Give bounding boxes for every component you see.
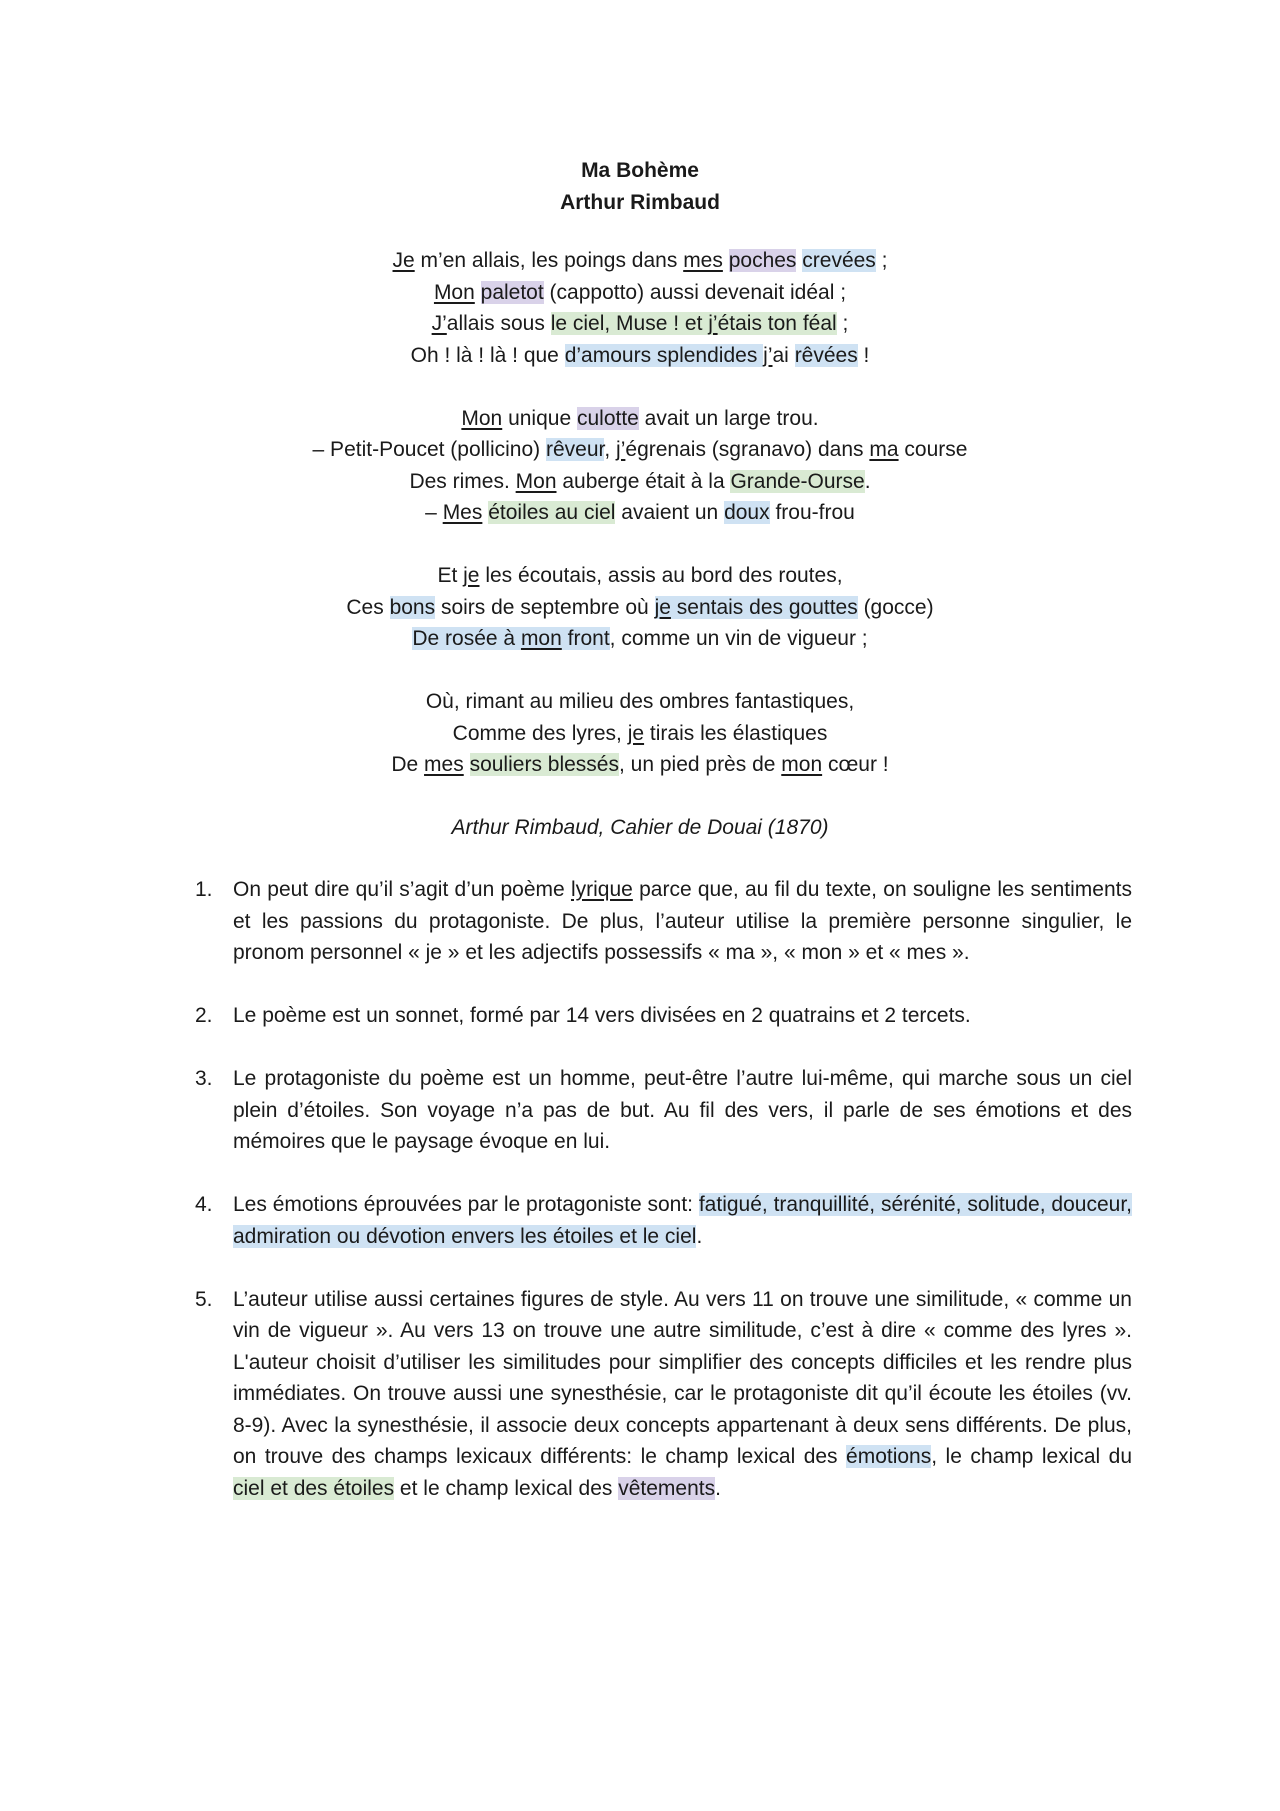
verse [0, 340, 1280, 372]
underlined-word: j’ [708, 312, 718, 335]
verse-text: (cappotto) aussi devenait idéal ; [543, 280, 847, 304]
answer-text: Les émotions éprouvées par le protagoniste sont: [233, 1193, 699, 1216]
highlight-emotion: d’amours splendides [564, 343, 764, 367]
highlight-emotion: rêveur [546, 438, 605, 461]
answer-text: , le champ lexical du [931, 1445, 1133, 1468]
verse-text: Où, rimant au milieu des ombres fantastiques, [425, 690, 855, 713]
underlined-word: je [463, 564, 480, 587]
verse-text: ! [857, 343, 870, 367]
verse-text: unique [502, 406, 577, 430]
verse-text: ai [772, 343, 795, 367]
stanza-4 [0, 686, 1280, 781]
highlight-emotion: doux [724, 501, 770, 524]
question-number: 3. [195, 1067, 213, 1090]
verse-text: front [561, 627, 610, 650]
verse-text: – Petit-Poucet (pollicino) [312, 438, 546, 461]
underlined-word: mon [520, 627, 562, 650]
verse-text: , comme un vin de vigueur ; [609, 627, 868, 650]
underlined-word: Mon [433, 280, 475, 304]
verse-text: Oh ! là ! là ! que [410, 343, 565, 367]
question-number: 5. [195, 1287, 213, 1311]
answer-text: . [715, 1476, 721, 1500]
verse-text: soirs de septembre où [435, 595, 655, 619]
verse-text: allais sous [446, 312, 551, 335]
verse [0, 466, 1280, 498]
poem-title: Ma Bohème [581, 159, 699, 182]
underlined-word: Mon [515, 469, 557, 493]
verse-text: De rosée à [412, 627, 521, 650]
poem [0, 245, 1280, 844]
verse-text [475, 281, 481, 304]
question-number: 2. [195, 1004, 213, 1027]
answer-text: On peut dire qu’il s’agit d’un poème [233, 878, 571, 901]
verse-text: , [604, 438, 617, 461]
verse-text [723, 249, 729, 272]
underlined-word: J’ [431, 312, 447, 335]
question-item [195, 1063, 1132, 1158]
verse [0, 623, 1280, 655]
highlight-sky: ciel et des étoiles [233, 1476, 395, 1500]
highlight-emotion [655, 596, 858, 619]
poem-author: Arthur Rimbaud [560, 191, 720, 214]
answer-text: . [696, 1224, 703, 1248]
verse-text: ; [836, 312, 849, 335]
verse [0, 277, 1280, 309]
verse [0, 560, 1280, 592]
question-number: 4. [195, 1193, 213, 1216]
verse-text: ; [875, 249, 888, 272]
underlined-word: Mon [461, 406, 503, 430]
verse [0, 718, 1280, 750]
verse [0, 245, 1280, 277]
verse-text [464, 753, 470, 776]
verse-text: De [391, 753, 425, 776]
highlight-emotion: émotions [846, 1445, 932, 1468]
questions-list [195, 874, 1132, 1536]
verse-text: course [898, 438, 968, 461]
answer-text: Le poème est un sonnet, formé par 14 vers divisées en 2 quatrains et 2 tercets. [233, 1004, 971, 1027]
verse [0, 592, 1280, 624]
question-item [195, 1000, 1132, 1032]
highlight-emotion: fatigué, tranquillité, sérénité, solitude, douceur, admiration ou dévotion envers les étoiles et le ciel [233, 1193, 1132, 1248]
highlight-sky [551, 312, 837, 335]
question-number: 1. [195, 878, 213, 901]
verse-text: les écoutais, assis au bord des routes, [479, 564, 843, 587]
verse-text: Et [437, 564, 464, 587]
answer-text: parce que, au fil du texte, on souligne les sentiments et les passions du protagoniste. De plus, l’auteur utilise la première personne singulier, le pronom personnel « je » et les adjectifs possessifs « ma », « mon » et « mes ». [233, 878, 1132, 964]
underlined-word: j’ [616, 438, 626, 461]
stanza-2 [0, 403, 1280, 529]
verse [0, 686, 1280, 718]
verse-text: m’en allais, les poings dans [414, 249, 684, 272]
verse [0, 403, 1280, 435]
underlined-word: mon [781, 753, 823, 776]
verse-text: étais ton féal [717, 312, 837, 335]
title-block [0, 155, 1280, 219]
underlined-word: Je [392, 249, 415, 272]
underlined-word: Mes [442, 501, 483, 524]
highlight-sky: étoiles au ciel [488, 501, 616, 524]
stanza-1 [0, 245, 1280, 371]
answer-text: et le champ lexical des [394, 1476, 619, 1500]
verse-text: . [864, 469, 871, 493]
highlight-clothing: poches [728, 249, 797, 272]
verse-text: avaient un [615, 501, 725, 524]
verse-text: frou-frou [769, 501, 855, 524]
question-item [195, 1284, 1132, 1505]
underlined-word: lyrique [570, 878, 633, 901]
highlight-clothing: culotte [576, 406, 639, 430]
stanza-3 [0, 560, 1280, 655]
verse-text: Comme des lyres, [452, 721, 628, 745]
verse-text: cœur ! [822, 753, 889, 776]
verse-text: auberge était à la [556, 469, 731, 493]
verse-text: , un pied près de [618, 753, 782, 776]
verse [0, 434, 1280, 466]
highlight-emotion: crevées [802, 249, 876, 272]
verse-text: Ces [346, 595, 390, 619]
verse [0, 749, 1280, 781]
question-item [195, 874, 1132, 969]
verse [0, 497, 1280, 529]
highlight-sky: Grande-Ourse [730, 469, 865, 493]
underlined-word: je [654, 595, 671, 619]
highlight-clothing: vêtements [618, 1476, 716, 1500]
verse-text: (gocce) [857, 595, 934, 619]
highlight-emotion: bons [389, 595, 436, 619]
verse-text: le ciel, Muse ! et [550, 312, 709, 335]
underlined-word: j’ [763, 343, 773, 367]
verse-text: tirais les élastiques [644, 721, 828, 745]
verse-text: – [425, 501, 443, 524]
verse-text: égrenais (sgranavo) dans [625, 438, 870, 461]
highlight-clothing: paletot [480, 280, 544, 304]
underlined-word: je [627, 721, 645, 745]
verse-text: avait un large trou. [638, 406, 819, 430]
highlight-emotion: rêvées [794, 343, 858, 367]
verse-text: Des rimes. [409, 469, 516, 493]
answer-text: L’auteur utilise aussi certaines figures de style. Au vers 11 on trouve une similitude, « comme un vin de vigueur ». Au vers 13 on trouve une autre similitude, c’est à dire « comme des lyres ». L'auteur choisit d’utiliser les similitudes pour simplifier des concepts difficiles et les rendre plus immédiates. On trouve aussi une synesthésie, car le protagoniste dit qu’il écoute les étoiles (vv. 8-9). Avec la synesthésie, il associe deux concepts appartenant à deux sens différents. De plus, on trouve des champs lexicaux différents: le champ lexical des [233, 1287, 1132, 1468]
underlined-word: mes [683, 249, 723, 272]
highlight-emotion [412, 627, 609, 650]
poem-source: Arthur Rimbaud, Cahier de Douai (1870) [451, 816, 829, 839]
underlined-word: ma [869, 438, 899, 461]
question-item [195, 1189, 1132, 1252]
verse-text: sentais des gouttes [670, 595, 858, 619]
verse [0, 308, 1280, 340]
answer-text: Le protagoniste du poème est un homme, peut-être l’autre lui-même, qui marche sous un ciel plein d’étoiles. Son voyage n’a pas de but. Au fil des vers, il parle de ses émotions et des mémoires que le paysage évoque en lui. [233, 1067, 1132, 1153]
highlight-sky: souliers blessés [469, 753, 619, 776]
underlined-word: mes [424, 753, 464, 776]
